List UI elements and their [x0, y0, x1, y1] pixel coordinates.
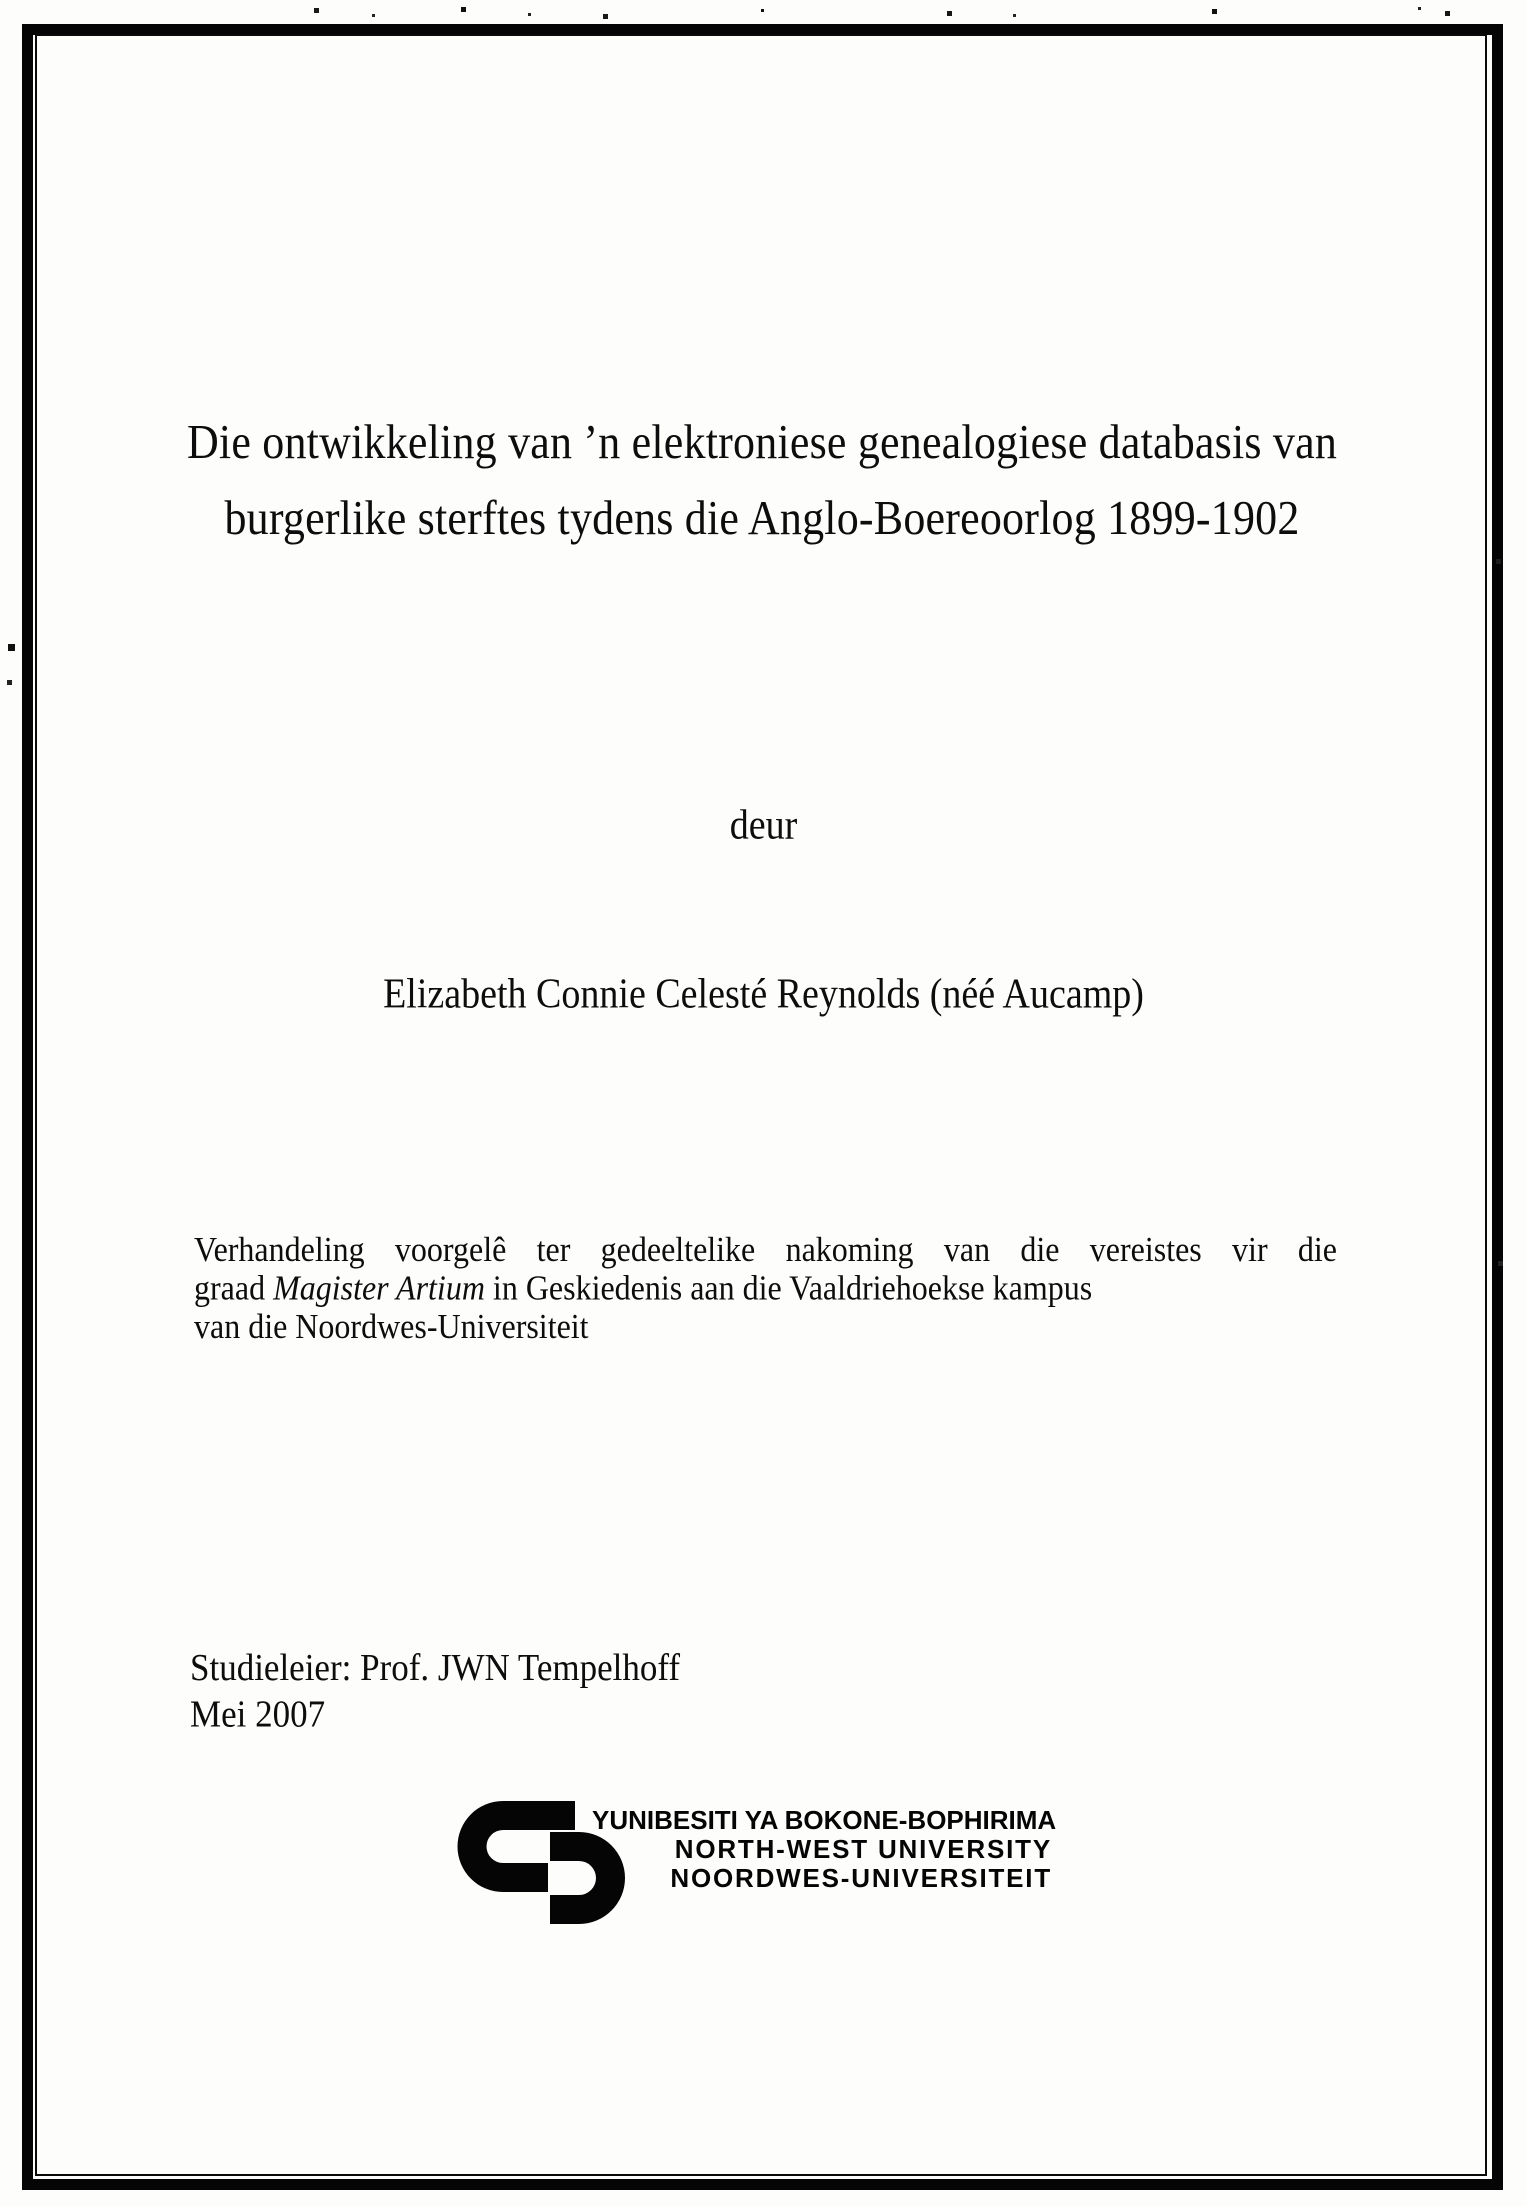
scan-noise-specks	[0, 0, 3, 3]
degree-statement-line-2-prefix: graad	[194, 1267, 274, 1307]
thesis-title-line-2: burgerlike sterftes tydens die Anglo-Boereoorlog 1899-1902	[224, 490, 1300, 545]
byline-label: deur	[729, 802, 798, 849]
university-name-afrikaans: NOORDWES-UNIVERSITEIT	[670, 1863, 1052, 1893]
date-line: Mei 2007	[190, 1692, 326, 1736]
degree-name: Magister Artium	[273, 1267, 485, 1307]
degree-statement	[194, 1230, 1337, 1346]
supervisor-block	[190, 1645, 680, 1737]
degree-statement-line-2	[194, 1269, 1337, 1308]
degree-statement-line-3: van die Noordwes-Universiteit	[194, 1305, 589, 1346]
thesis-title	[37, 404, 1487, 556]
university-name-english: NORTH-WEST UNIVERSITY	[674, 1834, 1052, 1864]
university-name-setswana: YUNIBESITI YA BOKONE-BOPHIRIMA	[592, 1805, 1057, 1835]
degree-statement-line-1: Verhandeling voorgelê ter gedeeltelike nakoming van die vereistes vir die	[194, 1228, 1337, 1269]
supervisor-line: Studieleier: Prof. JWN Tempelhoff	[190, 1646, 681, 1689]
university-name-block	[592, 1805, 1057, 1893]
degree-statement-line-2-suffix: in Geskiedenis aan die Vaaldriehoekse kampus	[484, 1267, 1093, 1307]
author-name: Elizabeth Connie Celesté Reynolds (néé Aucamp)	[383, 971, 1144, 1018]
thesis-title-line-1: Die ontwikkeling van ’n elektroniese genealogiese databasis van	[186, 415, 1338, 469]
